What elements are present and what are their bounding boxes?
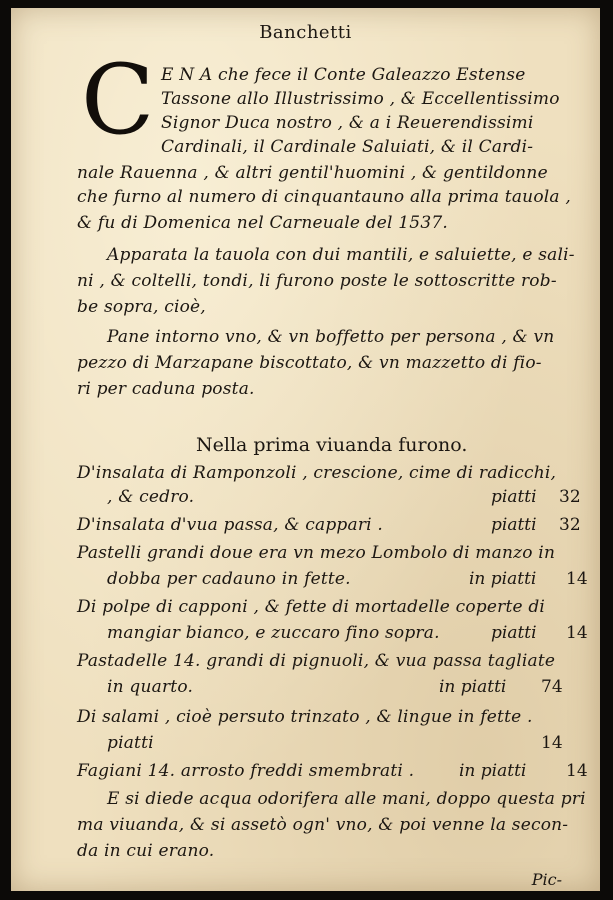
dish-line: Pastadelle 14. grandi di pignuoli, & vua passa tagliate bbox=[77, 651, 556, 671]
intro-line: pezzo di Marzapane biscottato, & vn mazzetto di fio- bbox=[77, 353, 542, 373]
intro-line: Tassone allo Illustrissimo , & Eccellentissimo bbox=[161, 89, 560, 109]
dish-qty: 14 bbox=[566, 761, 588, 781]
dish-line: Fagiani 14. arrosto freddi smembrati . bbox=[77, 761, 415, 781]
intro-line: & fu di Domenica nel Carneuale del 1537. bbox=[77, 213, 448, 233]
dish-unit: in piatti bbox=[459, 761, 527, 781]
dish-line-cont: dobba per cadauno in fette. bbox=[107, 569, 351, 589]
dish-line-cont: , & cedro. bbox=[107, 487, 195, 507]
closing-line: E si diede acqua odorifera alle mani, doppo questa pri bbox=[107, 789, 586, 809]
intro-line: nale Rauenna , & altri gentil'huomini , & gentildonne bbox=[77, 163, 548, 183]
dish-unit: in piatti bbox=[469, 569, 537, 589]
intro-line: Signor Duca nostro , & a i Reuerendissimi bbox=[161, 113, 534, 133]
closing-line: ma viuanda, & si assetò ogn' vno, & poi venne la secon- bbox=[77, 815, 569, 835]
intro-line: ni , & coltelli, tondi, li furono poste le sottoscritte rob- bbox=[77, 271, 557, 291]
intro-line: Cardinali, il Cardinale Saluiati, & il Cardi- bbox=[161, 137, 534, 157]
dish-line: Di salami , cioè persuto trinzato , & lingue in fette . bbox=[77, 707, 533, 727]
dish-qty: 32 bbox=[559, 515, 581, 535]
dish-qty: 14 bbox=[566, 569, 588, 589]
closing-line: da in cui erano. bbox=[77, 841, 215, 861]
intro-line: Apparata la tauola con dui mantili, e saluiette, e sali- bbox=[107, 245, 575, 265]
catchword: Pic- bbox=[531, 870, 562, 889]
intro-line: ri per caduna posta. bbox=[77, 379, 255, 399]
dish-line: Pastelli grandi doue era vn mezo Lombolo di manzo in bbox=[77, 543, 556, 563]
dish-line-cont: mangiar bianco, e zuccaro fino sopra. bbox=[107, 623, 440, 643]
intro-line: E N A che fece il Conte Galeazzo Estense bbox=[161, 65, 526, 85]
dish-unit: piatti bbox=[491, 515, 537, 535]
intro-line: be sopra, cioè, bbox=[77, 297, 206, 317]
dish-line-cont: piatti bbox=[107, 733, 154, 753]
drop-cap: C bbox=[81, 44, 155, 156]
dish-line: D'insalata d'vua passa, & cappari . bbox=[77, 515, 384, 535]
dish-qty: 14 bbox=[541, 733, 563, 753]
dish-qty: 32 bbox=[559, 487, 581, 507]
dish-unit: in piatti bbox=[439, 677, 507, 697]
intro-line: che furno al numero di cinquantauno alla prima tauola , bbox=[77, 187, 571, 207]
dish-unit: piatti bbox=[491, 487, 537, 507]
running-head: Banchetti bbox=[259, 22, 352, 43]
dish-line-cont: in quarto. bbox=[107, 677, 194, 697]
dish-qty: 74 bbox=[541, 677, 563, 697]
book-page bbox=[11, 8, 600, 891]
dish-line: Di polpe di capponi , & fette di mortadelle coperte di bbox=[77, 597, 546, 617]
dish-qty: 14 bbox=[566, 623, 588, 643]
intro-line: Pane intorno vno, & vn boffetto per persona , & vn bbox=[107, 327, 555, 347]
dish-line: D'insalata di Ramponzoli , crescione, cime di radicchi, bbox=[77, 463, 557, 483]
dish-unit: piatti bbox=[491, 623, 537, 643]
section-heading: Nella prima viuanda furono. bbox=[196, 434, 468, 456]
